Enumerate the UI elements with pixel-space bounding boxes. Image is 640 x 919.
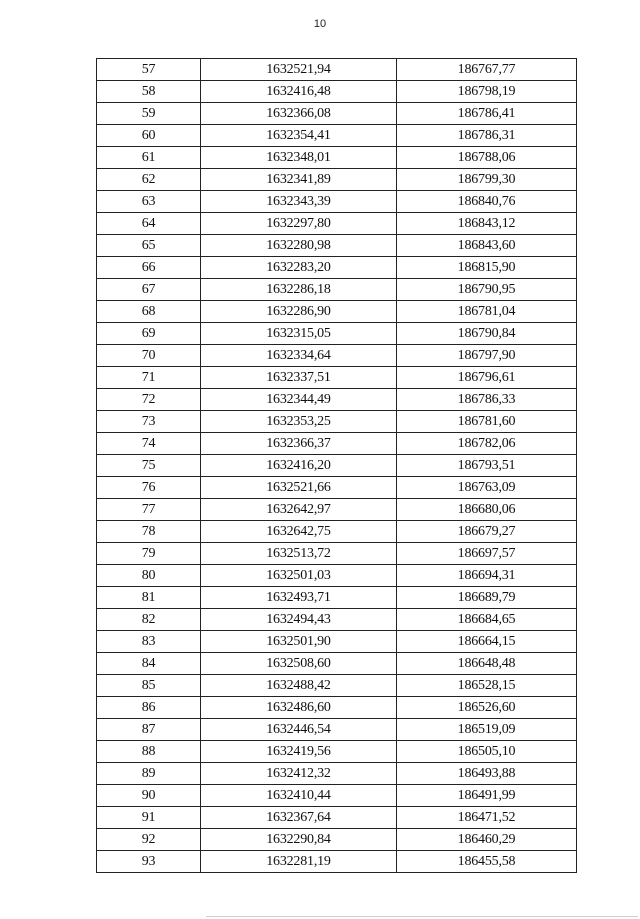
x-coordinate-cell: 1632343,39 xyxy=(201,191,397,213)
point-number-cell: 93 xyxy=(97,851,201,873)
table-row xyxy=(97,851,577,873)
y-coordinate-cell: 186697,57 xyxy=(397,543,577,565)
y-coordinate-cell: 186505,10 xyxy=(397,741,577,763)
table-row xyxy=(97,103,577,125)
x-coordinate-cell: 1632286,18 xyxy=(201,279,397,301)
point-number-cell: 74 xyxy=(97,433,201,455)
x-coordinate-cell: 1632642,97 xyxy=(201,499,397,521)
x-coordinate-cell: 1632366,08 xyxy=(201,103,397,125)
table-row xyxy=(97,565,577,587)
table-row xyxy=(97,433,577,455)
x-coordinate-cell: 1632297,80 xyxy=(201,213,397,235)
x-coordinate-cell: 1632280,98 xyxy=(201,235,397,257)
table-row xyxy=(97,169,577,191)
y-coordinate-cell: 186815,90 xyxy=(397,257,577,279)
point-number-cell: 76 xyxy=(97,477,201,499)
point-number-cell: 77 xyxy=(97,499,201,521)
point-number-cell: 70 xyxy=(97,345,201,367)
x-coordinate-cell: 1632334,64 xyxy=(201,345,397,367)
point-number-cell: 89 xyxy=(97,763,201,785)
x-coordinate-cell: 1632446,54 xyxy=(201,719,397,741)
coordinates-table xyxy=(96,58,577,873)
point-number-cell: 61 xyxy=(97,147,201,169)
point-number-cell: 69 xyxy=(97,323,201,345)
table-row xyxy=(97,389,577,411)
page-number: 10 xyxy=(313,18,327,30)
x-coordinate-cell: 1632416,20 xyxy=(201,455,397,477)
x-coordinate-cell: 1632366,37 xyxy=(201,433,397,455)
y-coordinate-cell: 186689,79 xyxy=(397,587,577,609)
table-row xyxy=(97,301,577,323)
table-row xyxy=(97,345,577,367)
point-number-cell: 81 xyxy=(97,587,201,609)
point-number-cell: 85 xyxy=(97,675,201,697)
coordinates-table-body xyxy=(97,59,577,873)
x-coordinate-cell: 1632341,89 xyxy=(201,169,397,191)
table-row xyxy=(97,609,577,631)
point-number-cell: 75 xyxy=(97,455,201,477)
x-coordinate-cell: 1632367,64 xyxy=(201,807,397,829)
table-row xyxy=(97,213,577,235)
table-row xyxy=(97,455,577,477)
y-coordinate-cell: 186767,77 xyxy=(397,59,577,81)
x-coordinate-cell: 1632508,60 xyxy=(201,653,397,675)
x-coordinate-cell: 1632513,72 xyxy=(201,543,397,565)
y-coordinate-cell: 186680,06 xyxy=(397,499,577,521)
point-number-cell: 91 xyxy=(97,807,201,829)
y-coordinate-cell: 186782,06 xyxy=(397,433,577,455)
point-number-cell: 88 xyxy=(97,741,201,763)
x-coordinate-cell: 1632521,94 xyxy=(201,59,397,81)
y-coordinate-cell: 186763,09 xyxy=(397,477,577,499)
y-coordinate-cell: 186799,30 xyxy=(397,169,577,191)
table-row xyxy=(97,807,577,829)
x-coordinate-cell: 1632419,56 xyxy=(201,741,397,763)
point-number-cell: 59 xyxy=(97,103,201,125)
point-number-cell: 73 xyxy=(97,411,201,433)
table-row xyxy=(97,477,577,499)
scan-edge-line xyxy=(206,916,638,917)
y-coordinate-cell: 186781,60 xyxy=(397,411,577,433)
y-coordinate-cell: 186519,09 xyxy=(397,719,577,741)
point-number-cell: 90 xyxy=(97,785,201,807)
table-row xyxy=(97,191,577,213)
x-coordinate-cell: 1632493,71 xyxy=(201,587,397,609)
point-number-cell: 84 xyxy=(97,653,201,675)
table-row xyxy=(97,653,577,675)
point-number-cell: 80 xyxy=(97,565,201,587)
table-row xyxy=(97,543,577,565)
y-coordinate-cell: 186797,90 xyxy=(397,345,577,367)
point-number-cell: 83 xyxy=(97,631,201,653)
table-row xyxy=(97,257,577,279)
table-row xyxy=(97,499,577,521)
y-coordinate-cell: 186694,31 xyxy=(397,565,577,587)
x-coordinate-cell: 1632290,84 xyxy=(201,829,397,851)
y-coordinate-cell: 186684,65 xyxy=(397,609,577,631)
point-number-cell: 58 xyxy=(97,81,201,103)
point-number-cell: 68 xyxy=(97,301,201,323)
y-coordinate-cell: 186455,58 xyxy=(397,851,577,873)
point-number-cell: 79 xyxy=(97,543,201,565)
point-number-cell: 60 xyxy=(97,125,201,147)
x-coordinate-cell: 1632353,25 xyxy=(201,411,397,433)
point-number-cell: 67 xyxy=(97,279,201,301)
table-row xyxy=(97,719,577,741)
table-row xyxy=(97,81,577,103)
y-coordinate-cell: 186843,12 xyxy=(397,213,577,235)
x-coordinate-cell: 1632344,49 xyxy=(201,389,397,411)
y-coordinate-cell: 186528,15 xyxy=(397,675,577,697)
y-coordinate-cell: 186491,99 xyxy=(397,785,577,807)
y-coordinate-cell: 186786,33 xyxy=(397,389,577,411)
x-coordinate-cell: 1632354,41 xyxy=(201,125,397,147)
y-coordinate-cell: 186664,15 xyxy=(397,631,577,653)
y-coordinate-cell: 186786,41 xyxy=(397,103,577,125)
point-number-cell: 78 xyxy=(97,521,201,543)
y-coordinate-cell: 186840,76 xyxy=(397,191,577,213)
x-coordinate-cell: 1632488,42 xyxy=(201,675,397,697)
x-coordinate-cell: 1632337,51 xyxy=(201,367,397,389)
table-row xyxy=(97,675,577,697)
y-coordinate-cell: 186790,84 xyxy=(397,323,577,345)
y-coordinate-cell: 186471,52 xyxy=(397,807,577,829)
y-coordinate-cell: 186793,51 xyxy=(397,455,577,477)
table-row xyxy=(97,785,577,807)
table-row xyxy=(97,587,577,609)
y-coordinate-cell: 186843,60 xyxy=(397,235,577,257)
x-coordinate-cell: 1632416,48 xyxy=(201,81,397,103)
point-number-cell: 71 xyxy=(97,367,201,389)
table-row xyxy=(97,323,577,345)
y-coordinate-cell: 186788,06 xyxy=(397,147,577,169)
table-row xyxy=(97,147,577,169)
x-coordinate-cell: 1632494,43 xyxy=(201,609,397,631)
y-coordinate-cell: 186679,27 xyxy=(397,521,577,543)
x-coordinate-cell: 1632315,05 xyxy=(201,323,397,345)
table-row xyxy=(97,279,577,301)
x-coordinate-cell: 1632501,90 xyxy=(201,631,397,653)
point-number-cell: 82 xyxy=(97,609,201,631)
point-number-cell: 57 xyxy=(97,59,201,81)
table-row xyxy=(97,411,577,433)
table-row xyxy=(97,829,577,851)
y-coordinate-cell: 186786,31 xyxy=(397,125,577,147)
x-coordinate-cell: 1632410,44 xyxy=(201,785,397,807)
y-coordinate-cell: 186790,95 xyxy=(397,279,577,301)
point-number-cell: 65 xyxy=(97,235,201,257)
table-row xyxy=(97,697,577,719)
y-coordinate-cell: 186526,60 xyxy=(397,697,577,719)
table-row xyxy=(97,763,577,785)
x-coordinate-cell: 1632501,03 xyxy=(201,565,397,587)
point-number-cell: 86 xyxy=(97,697,201,719)
x-coordinate-cell: 1632281,19 xyxy=(201,851,397,873)
point-number-cell: 64 xyxy=(97,213,201,235)
table-row xyxy=(97,367,577,389)
y-coordinate-cell: 186493,88 xyxy=(397,763,577,785)
point-number-cell: 63 xyxy=(97,191,201,213)
y-coordinate-cell: 186796,61 xyxy=(397,367,577,389)
x-coordinate-cell: 1632348,01 xyxy=(201,147,397,169)
point-number-cell: 87 xyxy=(97,719,201,741)
table-row xyxy=(97,59,577,81)
point-number-cell: 72 xyxy=(97,389,201,411)
x-coordinate-cell: 1632521,66 xyxy=(201,477,397,499)
table-row xyxy=(97,235,577,257)
point-number-cell: 62 xyxy=(97,169,201,191)
table-row xyxy=(97,741,577,763)
x-coordinate-cell: 1632283,20 xyxy=(201,257,397,279)
y-coordinate-cell: 186781,04 xyxy=(397,301,577,323)
point-number-cell: 66 xyxy=(97,257,201,279)
x-coordinate-cell: 1632286,90 xyxy=(201,301,397,323)
y-coordinate-cell: 186648,48 xyxy=(397,653,577,675)
y-coordinate-cell: 186798,19 xyxy=(397,81,577,103)
x-coordinate-cell: 1632486,60 xyxy=(201,697,397,719)
y-coordinate-cell: 186460,29 xyxy=(397,829,577,851)
table-row xyxy=(97,125,577,147)
x-coordinate-cell: 1632642,75 xyxy=(201,521,397,543)
table-row xyxy=(97,521,577,543)
table-row xyxy=(97,631,577,653)
point-number-cell: 92 xyxy=(97,829,201,851)
x-coordinate-cell: 1632412,32 xyxy=(201,763,397,785)
